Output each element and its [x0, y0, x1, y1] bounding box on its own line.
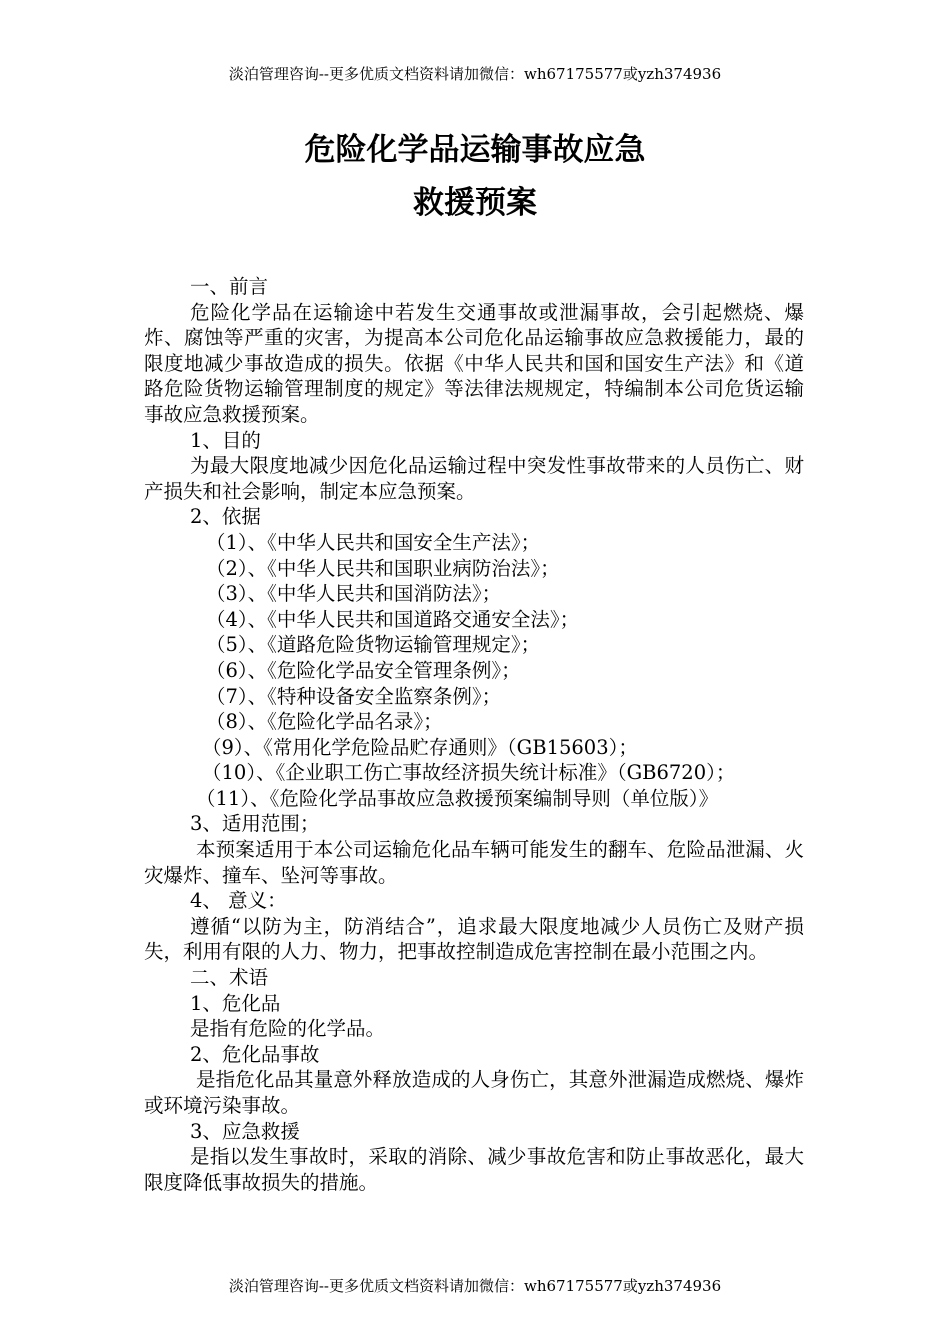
term-definition-hazchem-accident: 是指危化品其量意外释放造成的人身伤亡，其意外泄漏造成燃烧、爆炸或环境污染事故。 — [144, 1068, 804, 1117]
basis-list-item: （10）、《企业职工伤亡事故经济损失统计标准》（GB6720）； — [202, 761, 736, 785]
footer-note: 淡泊管理咨询--更多优质文档资料请加微信：wh67175577或yzh374936 — [228, 1277, 722, 1295]
term-heading-hazchem: 1、危化品 — [190, 991, 281, 1015]
basis-list-item: （6）、《危险化学品安全管理条例》； — [206, 658, 521, 682]
document-body — [144, 274, 804, 1195]
basis-list-item: （3）、《中华人民共和国消防法》； — [206, 582, 502, 606]
basis-list-item: （2）、《中华人民共和国职业病防治法》； — [206, 556, 560, 580]
basis-list-item: （8）、《危险化学品名录》； — [206, 710, 443, 734]
term-heading-hazchem-accident: 2、危化品事故 — [190, 1042, 320, 1066]
scope-paragraph: 本预案适用于本公司运输危化品车辆可能发生的翻车、危险品泄漏、火灾爆炸、撞车、坠河等事故。 — [144, 838, 804, 887]
header-note: 淡泊管理咨询--更多优质文档资料请加微信：wh67175577或yzh374936 — [228, 65, 722, 83]
meaning-paragraph: 遵循“以防为主，防消结合”，追求最大限度地减少人员伤亡及财产损失，利用有限的人力、物力，把事故控制造成危害控制在最小范围之内。 — [144, 914, 804, 964]
subheading-purpose: 1、目的 — [190, 428, 261, 452]
term-definition-hazchem: 是指有危险的化学品。 — [190, 1017, 386, 1041]
basis-list-item: （9）、《常用化学危险品贮存通则》（GB15603）； — [202, 735, 638, 759]
document-title-line-1: 危险化学品运输事故应急 — [304, 132, 646, 168]
term-heading-emergency-rescue: 3、应急救援 — [190, 1119, 300, 1143]
term-definition-emergency-rescue: 是指以发生事故时，采取的消除、减少事故危害和防止事故恶化，最大限度降低事故损失的措施。 — [144, 1145, 804, 1194]
preface-paragraph: 危险化学品在运输途中若发生交通事故或泄漏事故，会引起燃烧、爆炸、腐蚀等严重的灾害，为提高本公司危化品运输事故应急救援能力，最的限度地减少事故造成的损失。依据《中华人民共和国和国安生产法》和《道路危险货物运输管理制度的规定》等法律法规规定，特编制本公司危货运输事故应急救援预案。 — [144, 300, 804, 426]
purpose-paragraph: 为最大限度地减少因危化品运输过程中突发性事故带来的人员伤亡、财产损失和社会影响，制定本应急预案。 — [144, 454, 804, 503]
section-heading-preface: 一、前言 — [190, 275, 269, 298]
basis-list-item: （5）、《道路危险货物运输管理规定》； — [206, 633, 541, 657]
document-title-line-2: 救援预案 — [413, 185, 537, 221]
basis-list-item: （1）、《中华人民共和国安全生产法》； — [206, 530, 541, 554]
basis-list-item: （11）、《危险化学品事故应急救援预案编制导则（单位版）》 — [196, 786, 719, 810]
subheading-scope: 3、适用范围； — [190, 812, 320, 836]
subheading-meaning: 4、 意义： — [190, 889, 287, 913]
basis-list-item: （7）、《特种设备安全监察条例》； — [206, 684, 502, 708]
subheading-basis: 2、依据 — [190, 505, 261, 529]
section-heading-terms: 二、术语 — [190, 966, 269, 990]
basis-list-item: （4）、《中华人民共和国道路交通安全法》； — [206, 607, 580, 631]
